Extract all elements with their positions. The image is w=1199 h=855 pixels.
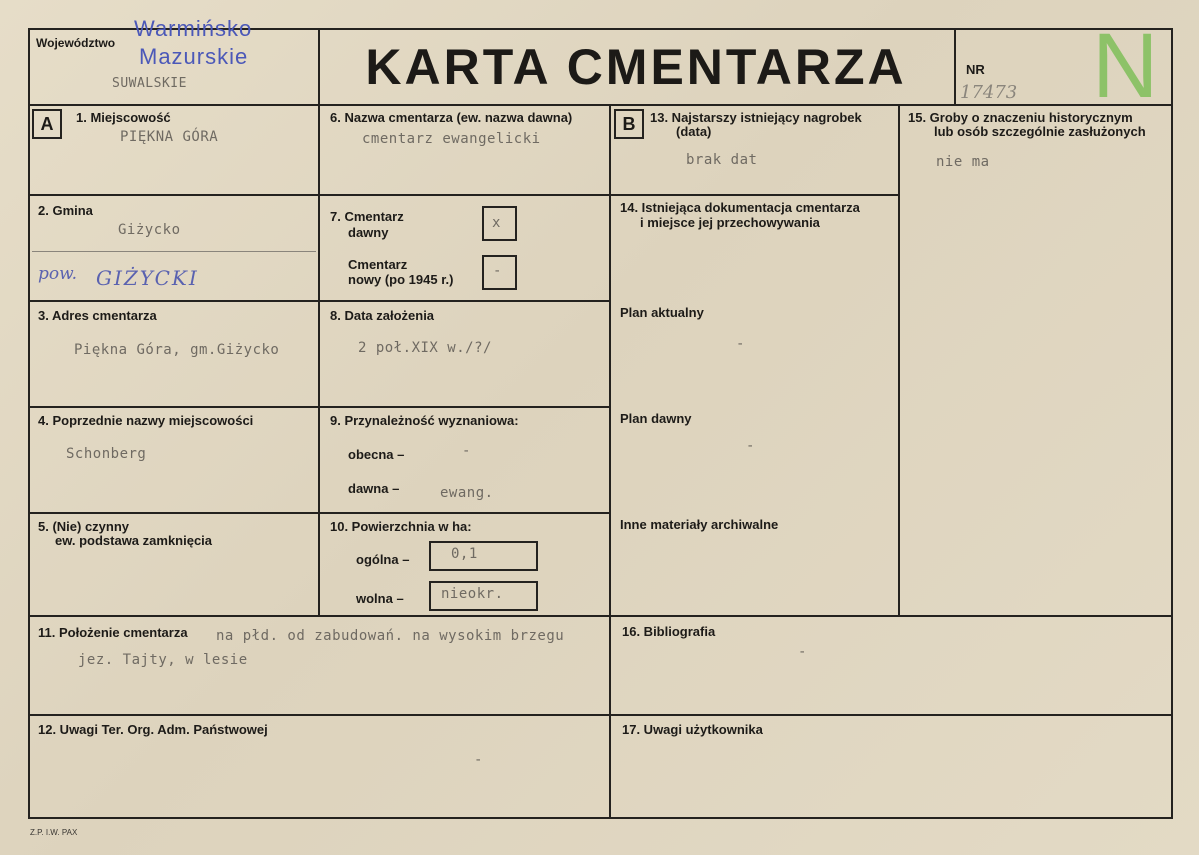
f9-label: 9. Przynależność wyznaniowa: (330, 413, 519, 428)
f12-label: 12. Uwagi Ter. Org. Adm. Państwowej (38, 722, 268, 737)
f10-wolna-box (429, 581, 538, 611)
f13-label-line1: 13. Najstarszy istniejący nagrobek (650, 110, 862, 125)
f10-label: 10. Powierzchnia w ha: (330, 519, 472, 534)
f1-value: PIĘKNA GÓRA (120, 129, 219, 145)
f15-value: nie ma (936, 154, 990, 170)
plan-aktualny-value: - (736, 336, 745, 352)
f9-obecna-value: - (462, 443, 471, 459)
row-line (609, 194, 899, 196)
col-divider-2 (609, 104, 611, 819)
f9-dawna-value: ewang. (440, 485, 494, 501)
f1-label: 1. Miejscowość (76, 110, 171, 125)
typed-voivodeship: SUWALSKIE (112, 76, 187, 91)
frame-bottom (28, 817, 1173, 819)
row-line (28, 615, 1173, 617)
f17-label: 17. Uwagi użytkownika (622, 722, 763, 737)
f3-value: Piękna Góra, gm.Giżycko (74, 342, 280, 358)
row-line (318, 512, 610, 514)
f4-label: 4. Poprzednie nazwy miejscowości (38, 413, 254, 428)
f7-nowy-value: - (493, 263, 502, 279)
f4-value: Schonberg (66, 446, 147, 462)
f7-label: 7. Cmentarz (330, 209, 404, 224)
row-line (318, 300, 610, 302)
printer-imprint: Z.P. I.W. PAX (30, 828, 78, 837)
f10-ogolna-label: ogólna – (356, 552, 410, 567)
f10-wolna-label: wolna – (356, 591, 404, 606)
f11-label: 11. Położenie cmentarza (38, 625, 188, 640)
header-bottom (28, 104, 1173, 106)
f16-value: - (798, 644, 807, 660)
stamp-line2: Mazurskie (139, 44, 249, 69)
f2-handwritten-value: GIŻYCKI (96, 266, 199, 290)
section-b-badge: B (614, 109, 644, 139)
frame-right (1171, 28, 1173, 819)
header-divider-2 (954, 28, 956, 105)
row-line (28, 300, 319, 302)
f2-dotted-line (32, 251, 316, 252)
f9-dawna-label: dawna – (348, 481, 400, 496)
f6-label: 6. Nazwa cmentarza (ew. nazwa dawna) (330, 110, 573, 125)
plan-aktualny-label: Plan aktualny (620, 305, 704, 320)
f13-label-line2: (data) (676, 124, 712, 139)
inne-label: Inne materiały archiwalne (620, 517, 779, 532)
f10-ogolna-value: 0,1 (451, 546, 478, 562)
f15-label-line1: 15. Groby o znaczeniu historycznym (908, 110, 1133, 125)
f13-value: brak dat (686, 152, 758, 168)
wojewodztwo-label: Województwo (36, 36, 116, 50)
f10-wolna-value: nieokr. (441, 586, 504, 602)
f6-value: cmentarz ewangelicki (362, 131, 541, 147)
row-line (28, 194, 319, 196)
col-divider-1 (318, 104, 320, 616)
nr-label: NR (966, 62, 985, 77)
row-line (28, 714, 1173, 716)
f7-nowy-label-line1: Cmentarz (348, 257, 408, 272)
f5-label-line1: 5. (Nie) czynny (38, 519, 130, 534)
col-divider-3 (898, 104, 900, 616)
f9-obecna-label: obecna – (348, 447, 405, 462)
green-mark: N (1092, 15, 1159, 117)
f14-label-line2: i miejsce jej przechowywania (640, 215, 820, 230)
f7-dawny-value: x (492, 215, 501, 231)
page-title: KARTA CMENTARZA (365, 39, 907, 95)
f12-value: - (474, 752, 483, 768)
f7-dawny-checkbox (482, 206, 517, 241)
f8-label: 8. Data założenia (330, 308, 435, 323)
section-a-badge: A (32, 109, 62, 139)
f11-value-line1: na płd. od zabudowań. na wysokim brzegu (216, 628, 565, 644)
row-line (28, 406, 319, 408)
frame-left (28, 28, 30, 819)
f15-label-line2: lub osób szczególnie zasłużonych (934, 124, 1146, 139)
nr-value: 17473 (960, 82, 1018, 103)
row-line (318, 406, 610, 408)
row-line (28, 512, 319, 514)
f14-label-line1: 14. Istniejąca dokumentacja cmentarza (620, 200, 860, 215)
f2-label: 2. Gmina (38, 203, 93, 218)
f7-nowy-checkbox (482, 255, 517, 290)
f8-value: 2 poł.XIX w./?/ (358, 340, 492, 356)
f10-ogolna-box (429, 541, 538, 571)
f16-label: 16. Bibliografia (622, 624, 716, 639)
f5-label-line2: ew. podstawa zamknięcia (55, 533, 213, 548)
stamp-line1: Warmińsko (134, 16, 253, 41)
f3-label: 3. Adres cmentarza (38, 308, 157, 323)
row-line (318, 194, 610, 196)
f11-value-line2: jez. Tajty, w lesie (78, 652, 248, 668)
f2-handwritten-prefix: pow. (38, 264, 78, 284)
f2-value: Giżycko (118, 222, 181, 238)
plan-dawny-label: Plan dawny (620, 411, 692, 426)
f7-nowy-label-line2: nowy (po 1945 r.) (348, 272, 454, 287)
f7-dawny-label: dawny (348, 225, 389, 240)
plan-dawny-value: - (746, 438, 755, 454)
